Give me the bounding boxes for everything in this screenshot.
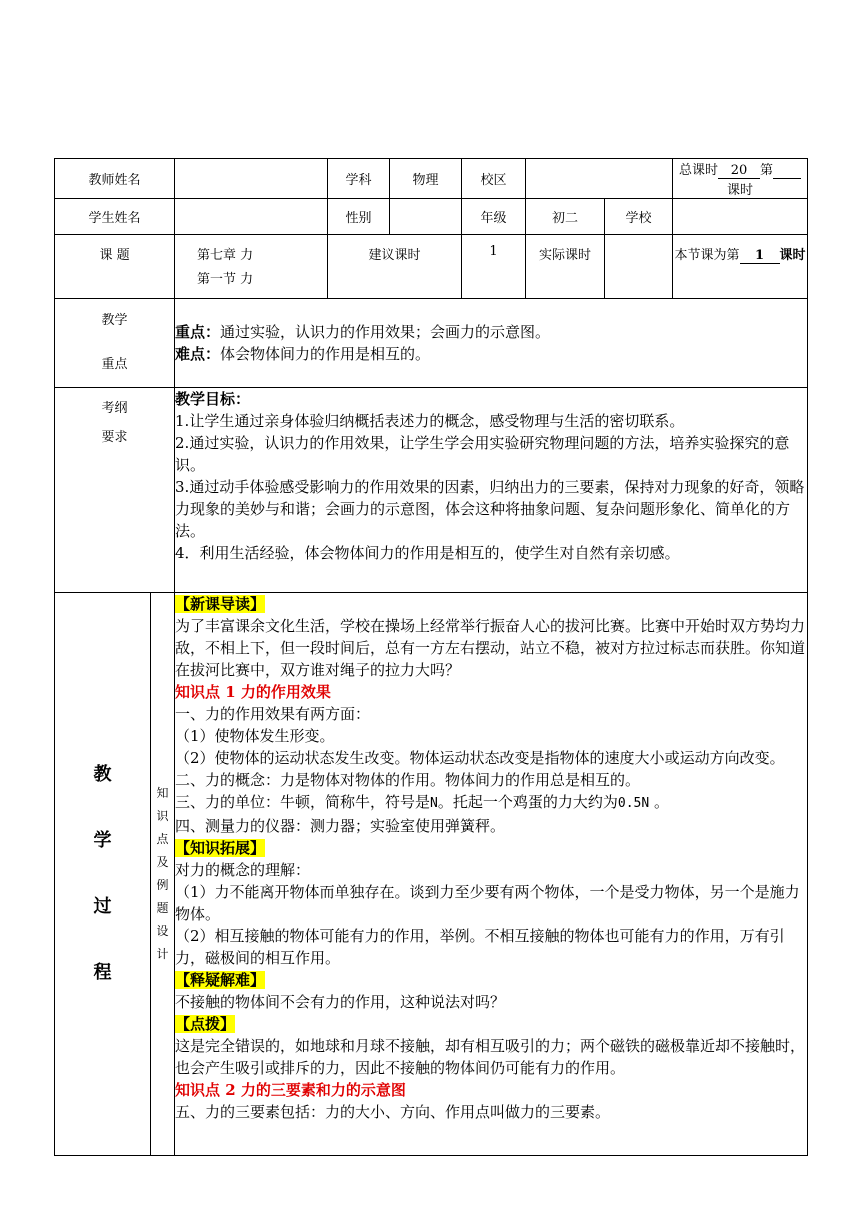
gender-value xyxy=(390,199,462,235)
kp2-line: 五、力的三要素包括：力的大小、方向、作用点叫做力的三要素。 xyxy=(175,1103,611,1121)
ext-line-3: （2）相互接触的物体可能有力的作用，举例。不相互接触的物体也可能有力的作用，万有引力，磁极间的相互作用。 xyxy=(175,927,785,967)
this-lesson-suffix: 课时 xyxy=(779,248,806,263)
sub-char-7: 设 xyxy=(156,924,169,938)
topic-value xyxy=(175,235,328,299)
instrument-line: 四、测量力的仪器：测力器；实验室使用弹簧秤。 xyxy=(175,817,506,835)
nth-label: 第 xyxy=(760,163,774,178)
goal-item-1: 1.让学生通过亲身体验归纳概括表述力的概念，感受物理与生活的密切联系。 xyxy=(175,412,685,430)
requirements-content xyxy=(175,388,808,593)
actual-hours-label: 实际课时 xyxy=(526,235,605,299)
key-points-content xyxy=(175,299,808,388)
ext-tag: 【知识拓展】 xyxy=(175,839,266,857)
goal-item-3: 3.通过动手体验感受影响力的作用效果的因素，归纳出力的三要素，保持对力现象的好奇，领略力现象的美妙与和谐；会画力的示意图，体会这种将抽象问题、复杂问题形象化、简单化的方法。 xyxy=(175,478,805,540)
unit-line-end: 。 xyxy=(649,793,669,811)
ext-line-1: 对力的概念的理解： xyxy=(175,861,311,879)
doubt-tag: 【释疑解难】 xyxy=(175,971,266,989)
process-char-4: 程 xyxy=(93,962,112,983)
suggested-hours-label: 建议课时 xyxy=(328,235,462,299)
kp1-line-3: （2）使物体的运动状态发生改变。物体运动状态改变是指物体的速度大小或运动方向改变。 xyxy=(175,749,785,767)
row-process xyxy=(55,593,808,1156)
campus-value xyxy=(526,159,673,199)
sub-char-5: 例 xyxy=(156,878,169,892)
intro-tag: 【新课导读】 xyxy=(175,595,266,613)
process-subtitle xyxy=(151,593,175,1156)
unit-line-mid: 。托起一个鸡蛋的力大约为 xyxy=(437,793,618,811)
total-hours-label: 总课时 xyxy=(679,163,719,178)
row-key-points xyxy=(55,299,808,388)
row-teacher xyxy=(55,159,808,199)
sub-char-2: 识 xyxy=(156,809,169,823)
key-points-label-1: 教学 xyxy=(101,313,128,328)
row-student xyxy=(55,199,808,235)
sub-char-4: 及 xyxy=(156,855,169,869)
goals-heading: 教学目标： xyxy=(175,390,251,408)
kp2-title: 知识点 2 力的三要素和力的示意图 xyxy=(175,1081,406,1099)
hours-unit-label: 课时 xyxy=(727,183,754,198)
requirements-label xyxy=(55,388,175,593)
sub-char-1: 知 xyxy=(156,786,169,800)
actual-hours-value xyxy=(605,235,673,299)
process-content xyxy=(175,593,808,1156)
school-label: 学校 xyxy=(605,199,673,235)
student-name-value xyxy=(175,199,328,235)
unit-line-prefix: 三、力的单位：牛顿，简称牛，符号是 xyxy=(175,793,431,811)
sub-char-3: 点 xyxy=(156,832,169,846)
kp1-line-1: 一、力的作用效果有两方面： xyxy=(175,705,371,723)
this-lesson-value: 1 xyxy=(740,248,780,264)
nth-blank xyxy=(773,163,801,179)
key-points-label xyxy=(55,299,175,388)
sub-char-6: 题 xyxy=(156,901,169,915)
doubt-text: 不接触的物体间不会有力的作用，这种说法对吗？ xyxy=(175,993,506,1011)
section-title: 第一节 力 xyxy=(197,272,254,287)
subject-label: 学科 xyxy=(328,159,390,199)
process-title xyxy=(55,593,151,1156)
unit-line xyxy=(175,791,807,815)
total-hours-value: 20 xyxy=(718,163,760,179)
total-hours-cell xyxy=(673,159,808,199)
kp1-line-2: （1）使物体发生形变。 xyxy=(175,727,335,745)
process-char-3: 过 xyxy=(93,896,112,917)
focus-text: 通过实验，认识力的作用效果；会画力的示意图。 xyxy=(220,323,551,341)
gender-label: 性别 xyxy=(328,199,390,235)
campus-label: 校区 xyxy=(462,159,526,199)
suggested-hours-value: 1 xyxy=(462,235,526,299)
student-name-label: 学生姓名 xyxy=(55,199,175,235)
intro-text: 为了丰富课余文化生活，学校在操场上经常举行振奋人心的拔河比赛。比赛中开始时双方势均力敌，不相上下，但一段时间后，总有一方左右摆动，站立不稳，被对方拉过标志而获胜。你知道在拔河比赛中，双方谁对绳子的拉力大吗？ xyxy=(175,617,806,679)
grade-value: 初二 xyxy=(526,199,605,235)
unit-value: 0.5N xyxy=(617,796,650,811)
school-value xyxy=(673,199,808,235)
row-requirements xyxy=(55,388,808,593)
this-lesson-prefix: 本节课为第 xyxy=(674,248,740,263)
row-topic xyxy=(55,235,808,299)
key-points-label-2: 重点 xyxy=(101,357,128,372)
this-lesson-cell xyxy=(673,235,808,299)
topic-label: 课 题 xyxy=(55,235,175,299)
requirements-label-1: 考纲 xyxy=(101,401,128,416)
subject-value: 物理 xyxy=(390,159,462,199)
process-char-1: 教 xyxy=(93,764,112,785)
sub-char-8: 计 xyxy=(156,947,169,961)
grade-label: 年级 xyxy=(462,199,526,235)
chapter-title: 第七章 力 xyxy=(197,248,254,263)
ext-line-2: （1）力不能离开物体而单独存在。谈到力至少要有两个物体，一个是受力物体，另一个是施力物体。 xyxy=(175,883,800,923)
lesson-plan-table xyxy=(54,158,808,1156)
process-char-2: 学 xyxy=(93,830,112,851)
hint-text: 这是完全错误的，如地球和月球不接触，却有相互吸引的力；两个磁铁的磁极靠近却不接触时，也会产生吸引或排斥的力，因此不接触的物体间仍可能有力的作用。 xyxy=(175,1037,806,1077)
hint-tag: 【点拨】 xyxy=(175,1015,236,1033)
difficulty-text: 体会物体间力的作用是相互的。 xyxy=(220,345,431,363)
goal-item-2: 2.通过实验，认识力的作用效果，让学生学会用实验研究物理问题的方法，培养实验探究的意识。 xyxy=(175,434,790,474)
teacher-name-value xyxy=(175,159,328,199)
requirements-label-2: 要求 xyxy=(101,430,128,445)
difficulty-label: 难点： xyxy=(175,345,221,363)
kp1-title: 知识点 1 力的作用效果 xyxy=(175,683,331,701)
teacher-name-label: 教师姓名 xyxy=(55,159,175,199)
focus-label: 重点： xyxy=(175,323,221,341)
kp1-line-4: 二、力的概念：力是物体对物体的作用。物体间力的作用总是相互的。 xyxy=(175,771,641,789)
unit-symbol: N xyxy=(430,796,438,811)
goal-item-4: 4．利用生活经验，体会物体间力的作用是相互的，使学生对自然有亲切感。 xyxy=(175,544,680,562)
